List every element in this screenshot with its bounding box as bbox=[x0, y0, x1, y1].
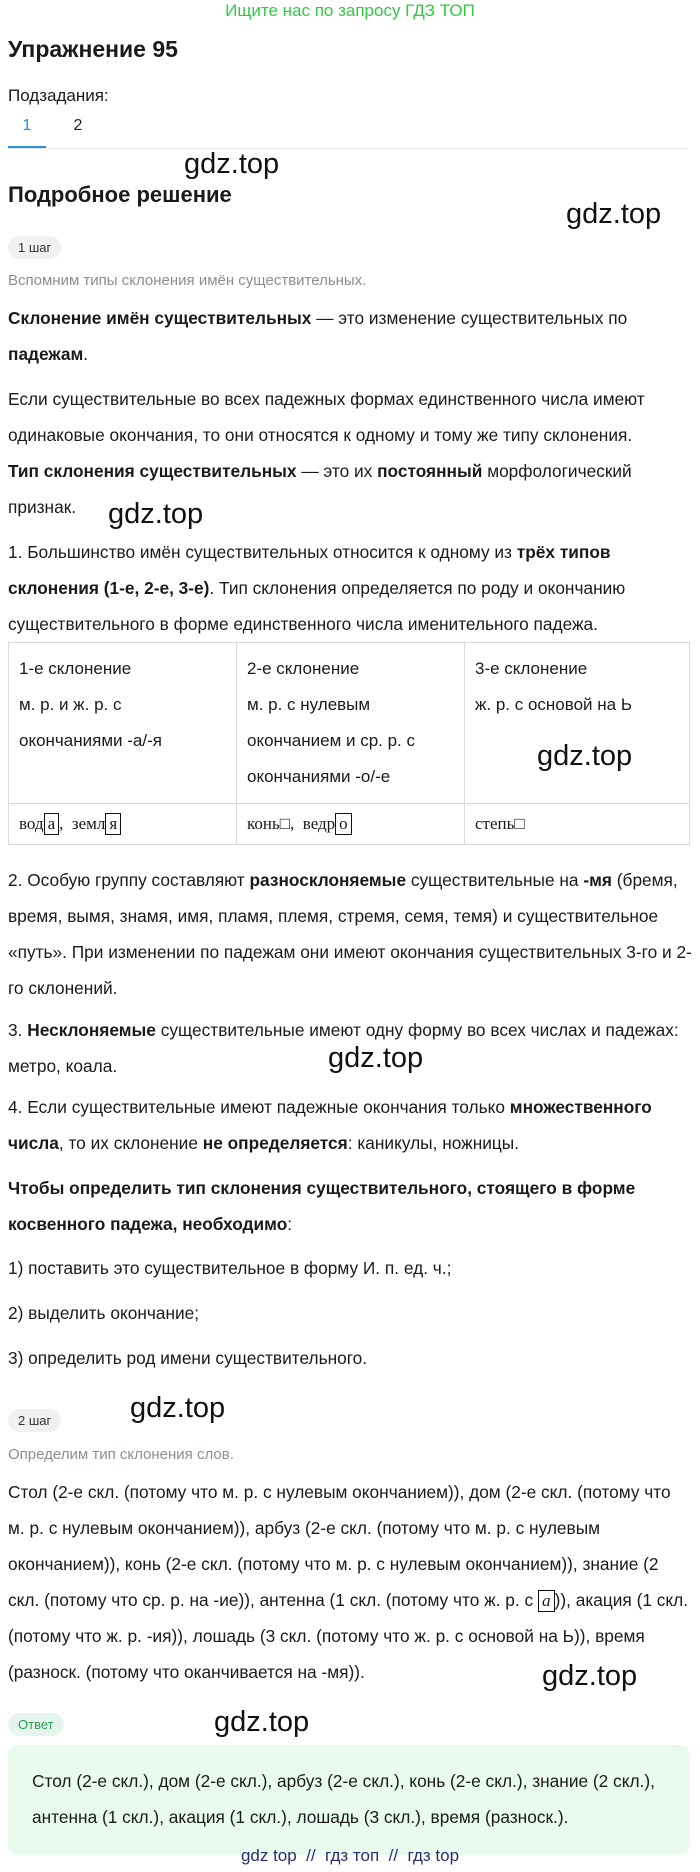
paragraph-type-feature: Тип склонения существительных — это их постоянный морфологический признак. bbox=[8, 461, 632, 517]
watermark: gdz.top bbox=[214, 1706, 310, 1738]
watermark: gdz.top bbox=[328, 1042, 424, 1074]
tab-1[interactable]: 1 bbox=[8, 116, 46, 148]
paragraph-plural-only: 4. Если существительные имеют падежные окончания только множественного числа, то их склонение не определяется: каникулы, ножницы. bbox=[8, 1097, 652, 1153]
step-2-text: Стол (2-е скл. (потому что м. р. с нулевым окончанием)), дом (2-е скл. (потому что м. р. с нулевым окончанием)), арбуз (2-е скл. (потому что м. р. с нулевым окончанием)), конь (2-е скл. (потому что м. р. с нулевым окончанием)), знание (2 скл. (потому что ср. р. на -ие)), антенна (1 скл. (потому что ж. р. с а )), акация (1 скл. (потому что ж. р. -ия)), лошадь (3 скл. (потому что ж. р. с основой на Ь)), время (разноск. (потому что оканчивается на -мя)). bbox=[8, 1482, 689, 1682]
table-cell: степь□ bbox=[465, 804, 690, 845]
answer-badge: Ответ bbox=[8, 1713, 64, 1736]
tab-2[interactable]: 2 bbox=[73, 117, 83, 134]
list-item: 2) выделить окончание; bbox=[8, 1303, 200, 1323]
step-1-badge: 1 шаг bbox=[8, 236, 61, 259]
watermark: gdz.top bbox=[537, 740, 633, 772]
step-2-badge: 2 шаг bbox=[8, 1409, 61, 1432]
step-1-hint: Вспомним типы склонения имён существительных. bbox=[8, 272, 367, 289]
watermark: gdz.top bbox=[130, 1392, 226, 1424]
answer-box bbox=[8, 1745, 690, 1855]
paragraph-heteroclitic: 2. Особую группу составляют разносклоняемые существительные на -мя (бремя, время, вымя, знамя, имя, пламя, племя, стремя, семя, темя) и существительное «путь». При изменении по падежам они имеют окончания существительных 3-го и 2-го склонений. bbox=[8, 870, 692, 998]
table-cell: вод а , земл я bbox=[9, 804, 237, 845]
paragraph-indeclinable: 3. Несклоняемые существительные имеют одну форму во всех числах и падежах: метро, коала. bbox=[8, 1020, 679, 1076]
table-cell: 3-е склонение ж. р. с основой на Ь bbox=[465, 643, 690, 804]
paragraph-same-type: Если существительные во всех падежных формах единственного числа имеют одинаковые окончания, то они относятся к одному и тому же типу склонения. bbox=[8, 389, 645, 445]
promo-link[interactable]: Ищите нас по запросу ГДЗ ТОП bbox=[225, 1, 475, 20]
watermark: gdz.top bbox=[542, 1660, 638, 1692]
table-cell: 1-е склонение м. р. и ж. р. с окончаниями -а/-я bbox=[9, 643, 237, 804]
watermark: gdz.top bbox=[184, 148, 280, 180]
answer-text: Стол (2-е скл.), дом (2-е скл.), арбуз (2-е скл.), конь (2-е скл.), знание (2 скл.), антенна (1 скл.), акация (1 скл.), лошадь (3 скл.), время (разноск.). bbox=[32, 1771, 655, 1827]
paragraph-three-types: 1. Большинство имён существительных относится к одному из трёх типов склонения (1-е, 2-е, 3-е). Тип склонения определяется по роду и окончанию существительного в форме единственного числа именительного падежа. bbox=[8, 542, 626, 634]
subtask-tabs bbox=[8, 116, 688, 149]
list-item: 1) поставить это существительное в форму И. п. ед. ч.; bbox=[8, 1258, 452, 1278]
subtasks-label: Подзадания: bbox=[8, 86, 109, 105]
watermark: gdz.top bbox=[566, 198, 662, 230]
footer-links[interactable]: gdz top // гдз топ // гдз top bbox=[240, 1846, 460, 1865]
page-title: Упражнение 95 bbox=[8, 36, 178, 62]
solution-title: Подробное решение bbox=[8, 182, 232, 207]
list-item: 3) определить род имени существительного. bbox=[8, 1348, 368, 1368]
table-cell: конь□, ведр о bbox=[237, 804, 465, 845]
step-2-hint: Определим тип склонения слов. bbox=[8, 1446, 234, 1463]
table-cell: 2-е склонение м. р. с нулевым окончанием и ср. р. с окончаниями -о/-е bbox=[237, 643, 465, 804]
watermark: gdz.top bbox=[108, 498, 204, 530]
paragraph-declension-def: Склонение имён существительных — это изменение существительных по падежам. bbox=[8, 308, 628, 364]
paragraph-how-to: Чтобы определить тип склонения существительного, стоящего в форме косвенного падежа, необходимо: bbox=[8, 1178, 636, 1234]
